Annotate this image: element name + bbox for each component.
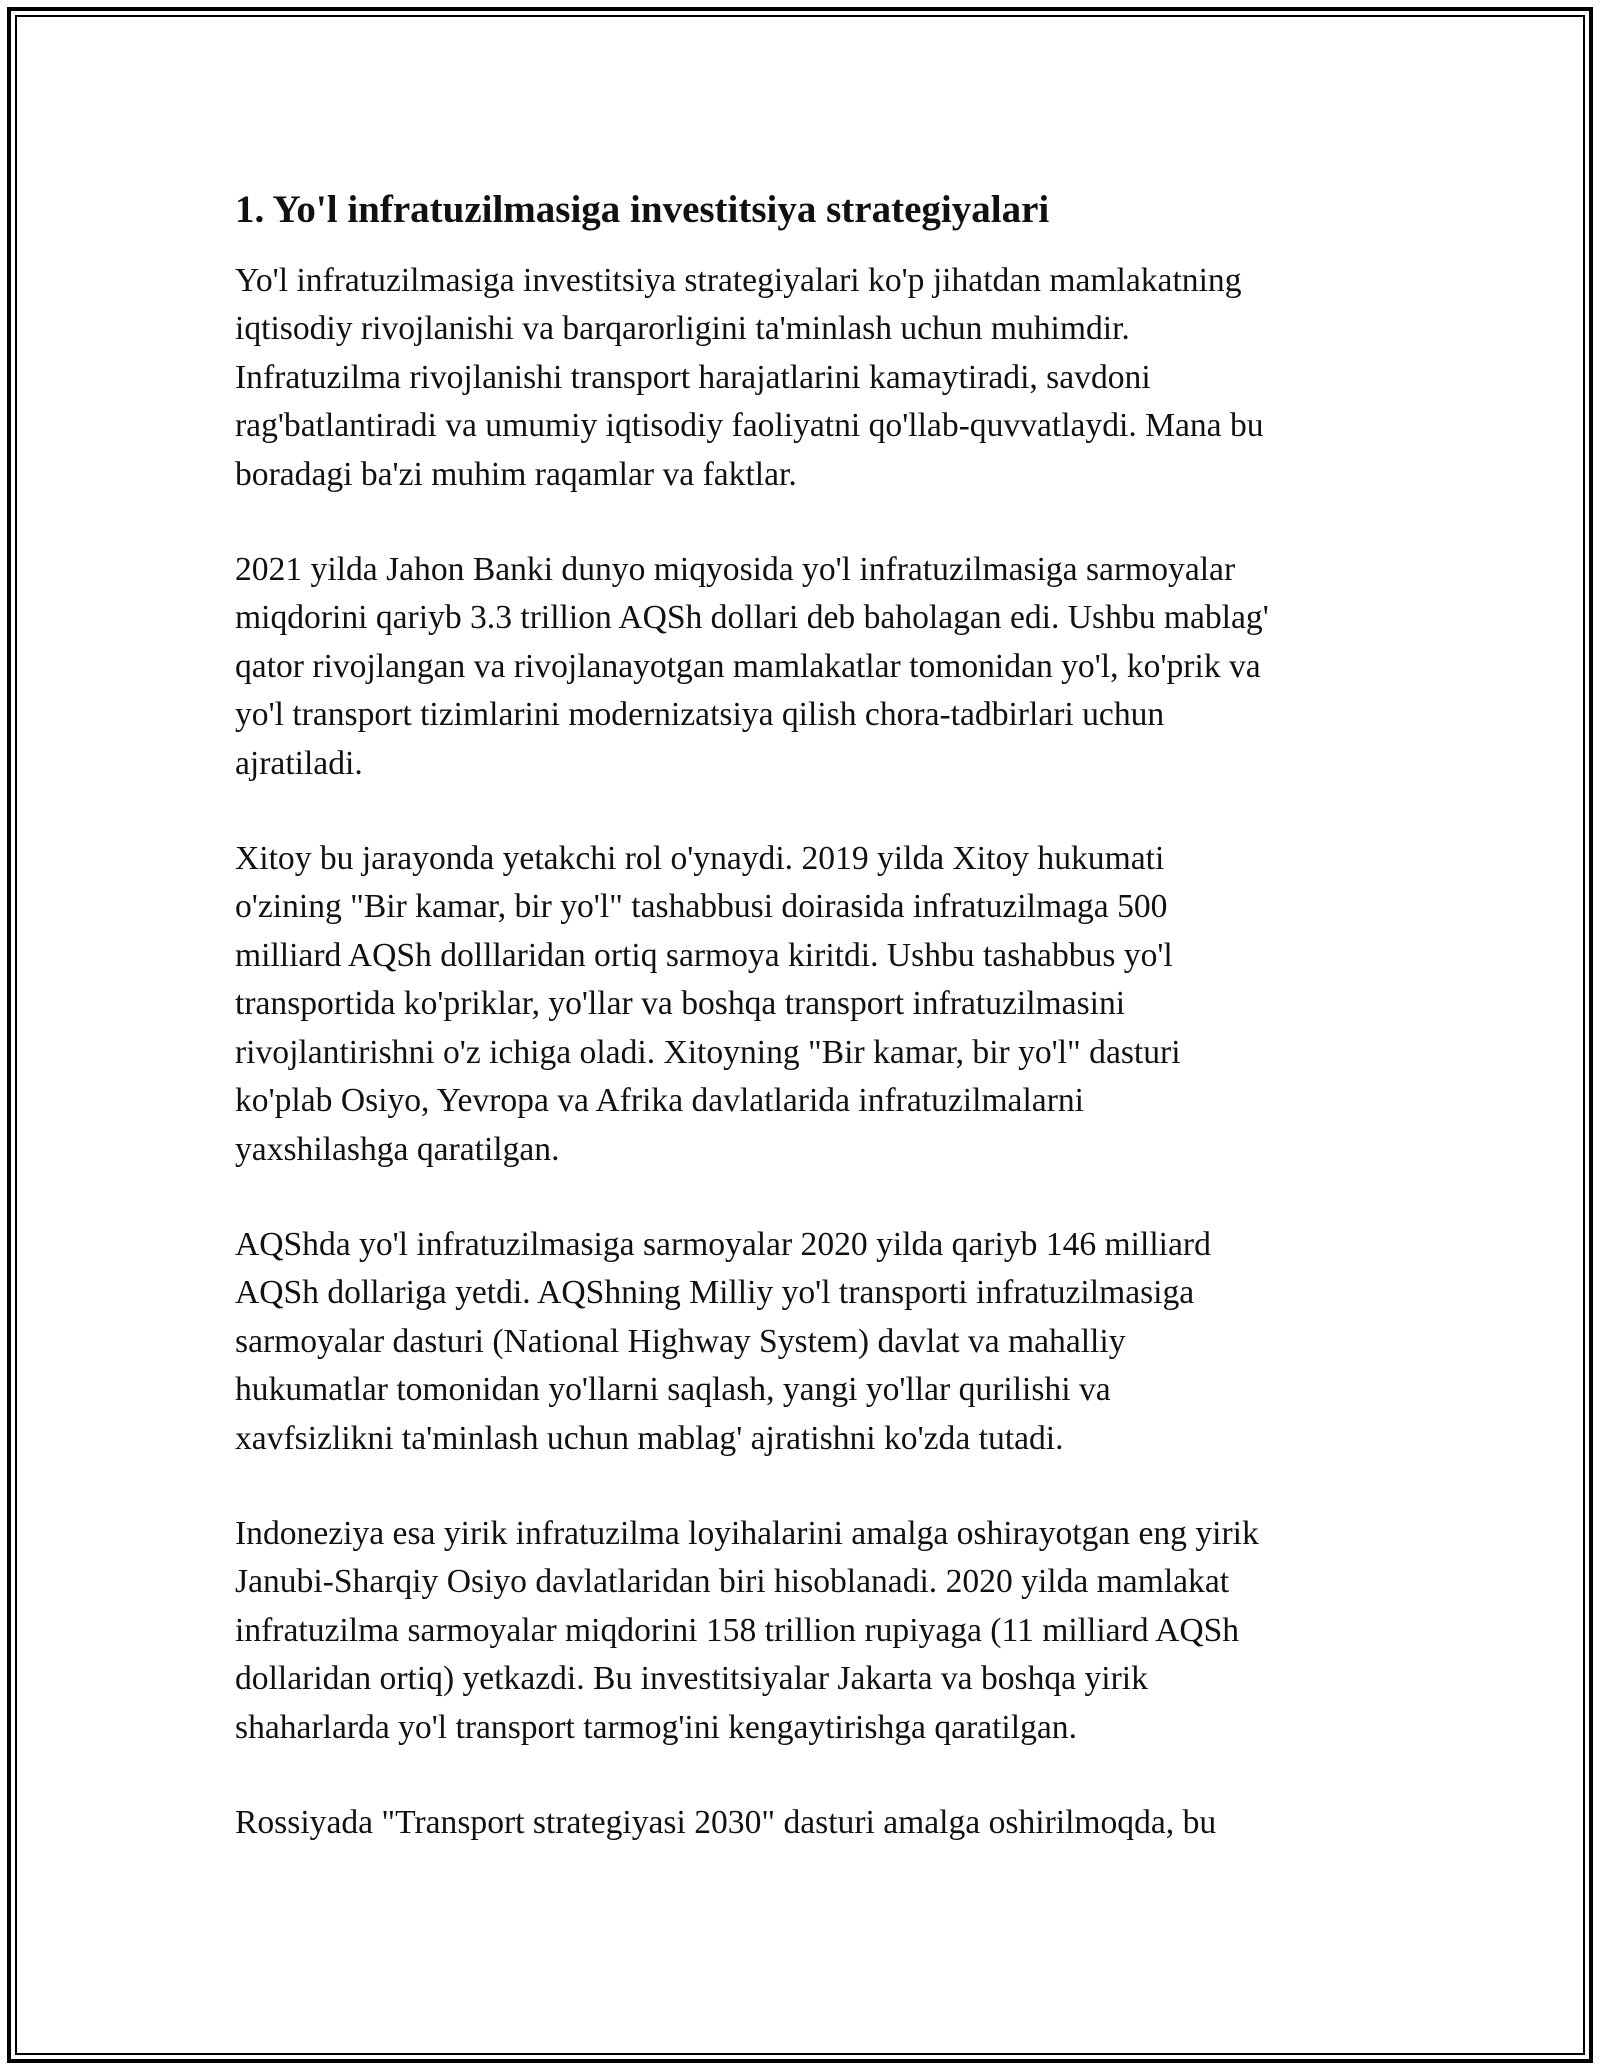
text-line: Yo'l infratuzilmasiga investitsiya strategiyalari ko'p jihatdan mamlakatning bbox=[235, 262, 1242, 299]
text-line: AQShda yo'l infratuzilmasiga sarmoyalar 2020 yilda qariyb 146 milliard bbox=[235, 1225, 1211, 1263]
paragraph-intro bbox=[235, 257, 1365, 499]
text-line: xavfsizlikni ta'minlash uchun mablag' ajratishni ko'zda tutadi. bbox=[235, 1419, 1064, 1457]
text-line: hukumatlar tomonidan yo'llarni saqlash, yangi yo'llar qurilishi va bbox=[235, 1371, 1111, 1409]
text-line: yaxshilashga qaratilgan. bbox=[235, 1130, 560, 1168]
text-line: qator rivojlangan va rivojlanayotgan mamlakatlar tomonidan yo'l, ko'prik va bbox=[235, 647, 1261, 685]
section-heading: 1. Yo'l infratuzilmasiga investitsiya strategiyalari bbox=[235, 188, 1050, 231]
paragraph-indonesia bbox=[235, 1510, 1365, 1752]
text-line: Janubi-Sharqiy Osiyo davlatlaridan biri hisoblanadi. 2020 yilda mamlakat bbox=[235, 1563, 1230, 1601]
text-line: ajratiladi. bbox=[235, 744, 363, 782]
paragraph-russia bbox=[235, 1799, 1365, 1847]
text-line: sarmoyalar dasturi (National Highway System) davlat va mahalliy bbox=[235, 1322, 1126, 1360]
text-line: o'zining "Bir kamar, bir yo'l" tashabbusi doirasida infratuzilmaga 500 bbox=[235, 888, 1168, 926]
text-line: 2021 yilda Jahon Banki dunyo miqyosida yo'l infratuzilmasiga sarmoyalar bbox=[235, 551, 1236, 589]
text-line: miqdorini qariyb 3.3 trillion AQSh dollari deb baholagan edi. Ushbu mablag' bbox=[235, 599, 1269, 637]
text-line: Indoneziya esa yirik infratuzilma loyihalarini amalga oshirayotgan eng yirik bbox=[235, 1514, 1259, 1552]
text-line: transportida ko'priklar, yo'llar va boshqa transport infratuzilmasini bbox=[235, 985, 1126, 1023]
text-line: Infratuzilma rivojlanishi transport harajatlarini kamaytiradi, savdoni bbox=[235, 358, 1151, 396]
text-line: milliard AQSh dolllaridan ortiq sarmoya kiritdi. Ushbu tashabbus yo'l bbox=[235, 936, 1173, 974]
document-body bbox=[235, 186, 1365, 1894]
paragraph-usa bbox=[235, 1221, 1365, 1463]
text-line: ko'plab Osiyo, Yevropa va Afrika davlatlarida infratuzilmalarni bbox=[235, 1082, 1084, 1120]
text-line: boradagi ba'zi muhim raqamlar va faktlar. bbox=[235, 455, 797, 493]
paragraph-china bbox=[235, 835, 1365, 1174]
paragraph-world-bank bbox=[235, 546, 1365, 788]
text-line: shaharlarda yo'l transport tarmog'ini kengaytirishga qaratilgan. bbox=[235, 1708, 1077, 1746]
text-line: dollaridan ortiq) yetkazdi. Bu investitsiyalar Jakarta va boshqa yirik bbox=[235, 1660, 1148, 1698]
text-line: rag'batlantiradi va umumiy iqtisodiy faoliyatni qo'llab-quvvatlaydi. Mana bu bbox=[235, 407, 1264, 445]
text-line: rivojlantirishni o'z ichiga oladi. Xitoyning "Bir kamar, bir yo'l" dasturi bbox=[235, 1033, 1181, 1071]
text-line: infratuzilma sarmoyalar miqdorini 158 trillion rupiyaga (11 milliard AQSh bbox=[235, 1611, 1240, 1649]
text-line: Xitoy bu jarayonda yetakchi rol o'ynaydi. 2019 yilda Xitoy hukumati bbox=[235, 840, 1165, 878]
text-line: AQSh dollariga yetdi. AQShning Milliy yo'l transporti infratuzilmasiga bbox=[235, 1274, 1195, 1312]
text-line: Rossiyada "Transport strategiyasi 2030" dasturi amalga oshirilmoqda, bu bbox=[235, 1803, 1217, 1841]
text-line: iqtisodiy rivojlanishi va barqarorligini ta'minlash uchun muhimdir. bbox=[235, 310, 1130, 348]
text-line: yo'l transport tizimlarini modernizatsiya qilish chora-tadbirlari uchun bbox=[235, 696, 1165, 734]
